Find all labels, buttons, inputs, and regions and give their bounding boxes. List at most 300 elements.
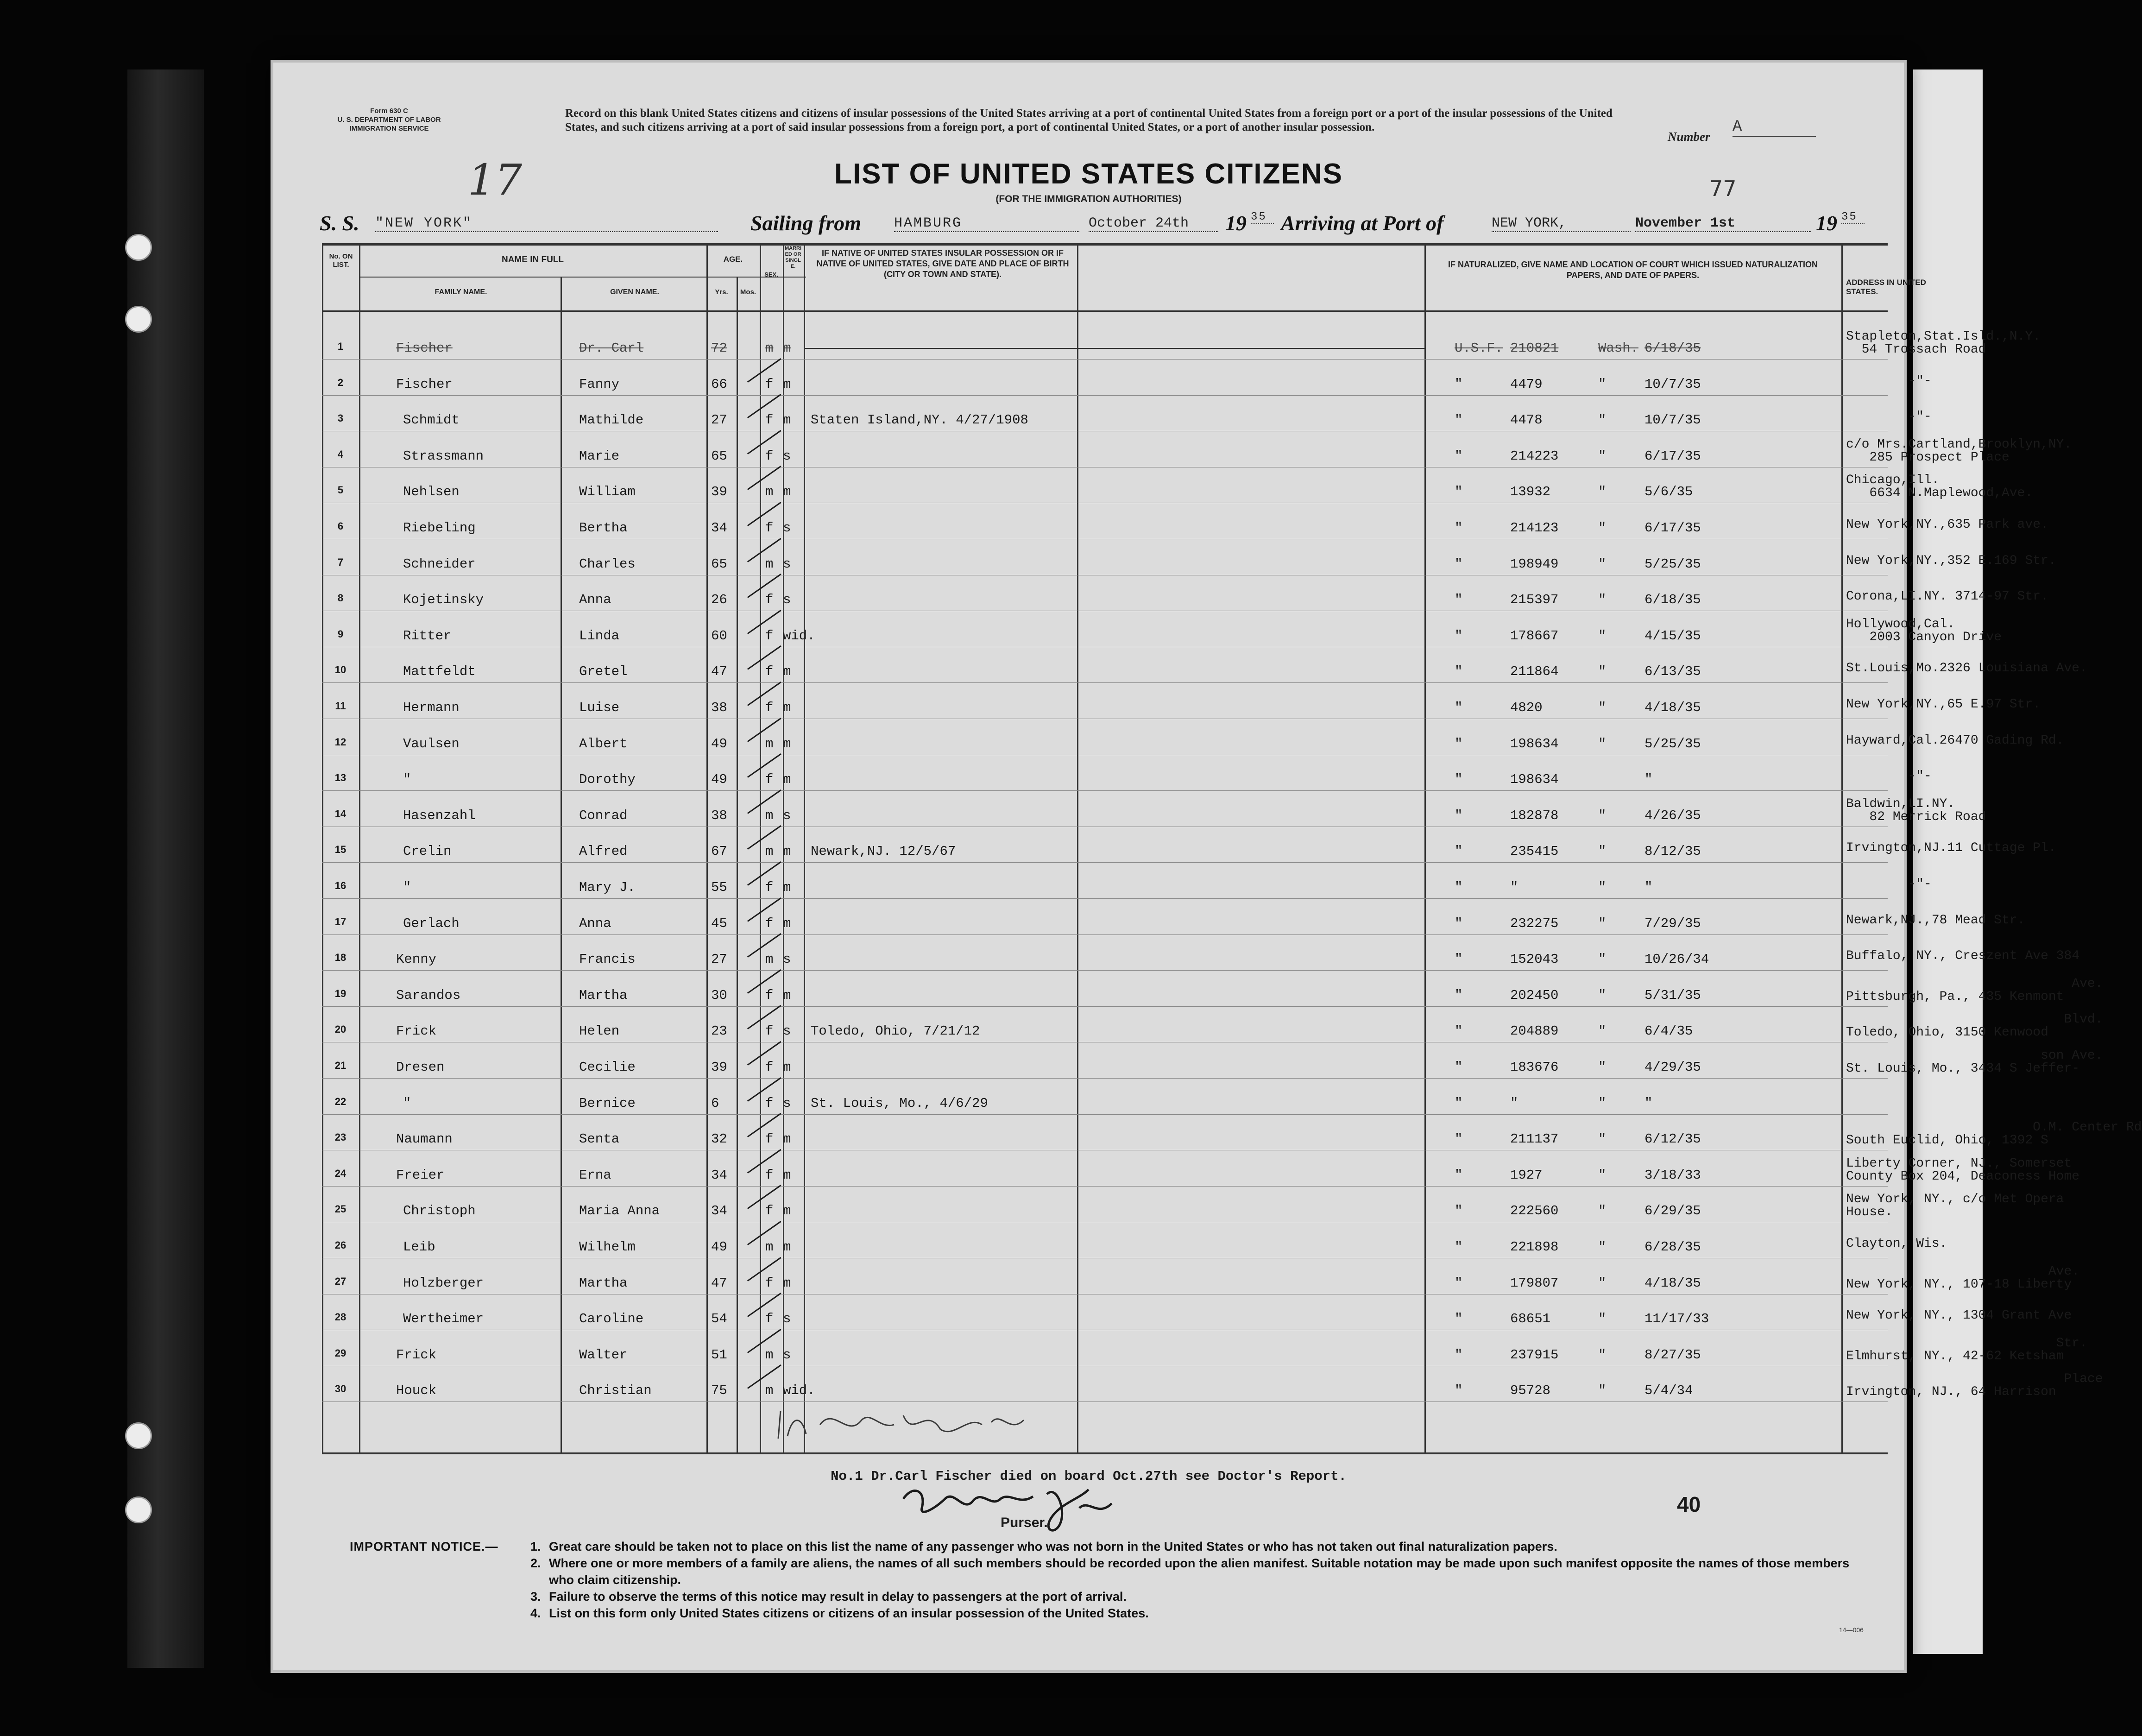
cell-given: Caroline — [579, 1311, 644, 1327]
row-rule — [322, 970, 1888, 971]
cell-family: Naumann — [396, 1131, 453, 1147]
cell-age: 38 — [711, 808, 727, 823]
cell-birth: Toledo, Ohio, 7/21/12 — [811, 1023, 980, 1039]
check-mark — [747, 1149, 781, 1174]
cell-sex: m — [765, 844, 774, 859]
cell-sex: f — [765, 1095, 774, 1111]
cell-family: " — [403, 1095, 411, 1111]
check-mark — [747, 574, 781, 598]
cell-date: 5/31/35 — [1644, 987, 1701, 1003]
cell-address: Clayton, Wis. — [1846, 1237, 1947, 1251]
row-rule — [322, 1078, 1888, 1079]
cell-ms: s — [783, 556, 791, 572]
cell-given: Fanny — [579, 376, 620, 392]
cell-family: Hermann — [403, 700, 460, 715]
cell-cert: 152043 — [1510, 952, 1559, 967]
cell-ms: wid. — [783, 628, 815, 644]
cell-court2: " — [1598, 556, 1606, 572]
cell-ms: s — [783, 448, 791, 464]
cell-date: 6/4/35 — [1644, 1023, 1693, 1039]
cell-court: " — [1455, 376, 1463, 392]
row-number: 16 — [334, 880, 346, 891]
cell-sex: m — [765, 1347, 774, 1363]
cell-address: Place Irvington, NJ., 64 Harrison — [1846, 1372, 2103, 1400]
cell-given: Senta — [579, 1131, 620, 1147]
cell-ms: m — [783, 1239, 791, 1255]
cell-cert: 210821 — [1510, 341, 1559, 356]
cell-court: U.S.F. — [1455, 341, 1503, 356]
cell-sex: m — [765, 484, 774, 500]
year-from: 35 — [1251, 211, 1274, 224]
cell-given: Linda — [579, 628, 620, 644]
cell-family: Hasenzahl — [403, 808, 476, 823]
cell-given: Helen — [579, 1023, 620, 1039]
cell-court: " — [1455, 1311, 1463, 1327]
cell-cert: 232275 — [1510, 915, 1559, 931]
check-mark — [747, 718, 781, 742]
cell-age: 34 — [711, 520, 727, 536]
col-rule — [561, 277, 562, 1453]
cell-address: -"- — [1846, 410, 1932, 424]
row-number: 6 — [337, 520, 344, 532]
binder-hole — [125, 1422, 152, 1449]
col-rule — [804, 243, 805, 1453]
cell-ms: s — [783, 1023, 791, 1039]
cell-address: O.M. Center Rd South Euclid, Ohio, 1392 S — [1846, 1120, 2142, 1148]
cell-date: 6/18/35 — [1644, 592, 1701, 608]
row-rule — [322, 934, 1888, 935]
cell-court2: " — [1598, 412, 1606, 428]
cell-given: Anna — [579, 592, 611, 608]
cell-sex: f — [765, 1060, 774, 1075]
cell-given: Anna — [579, 915, 611, 931]
cell-date: 5/25/35 — [1644, 736, 1701, 751]
header-given-name: GIVEN NAME. — [610, 288, 659, 296]
check-mark — [747, 358, 781, 383]
cell-family: " — [403, 772, 411, 788]
cell-address: New York,NY.,352 E.169 Str. — [1846, 553, 2056, 568]
cell-family: Fischer — [396, 376, 453, 392]
cell-court2: " — [1598, 664, 1606, 680]
row-number: 26 — [334, 1239, 346, 1251]
department-name: U. S. DEPARTMENT OF LABOR — [337, 116, 441, 124]
cell-address: Ave. Pittsburgh, Pa., 435 Kenmont — [1846, 976, 2103, 1004]
check-mark — [747, 897, 781, 922]
notice-item-number: 3. — [530, 1590, 541, 1603]
cell-given: Conrad — [579, 808, 628, 823]
notice-item — [530, 1605, 1874, 1622]
cell-sex: f — [765, 987, 774, 1003]
check-mark — [747, 1221, 781, 1245]
handwritten-mark-77: 77 — [1709, 176, 1737, 201]
row-rule — [322, 682, 1888, 683]
header-sex: SEX. — [764, 271, 778, 278]
row-number: 30 — [334, 1383, 346, 1395]
check-mark — [747, 394, 781, 418]
cell-given: Charles — [579, 556, 636, 572]
row-rule — [322, 1114, 1888, 1115]
notice-list — [530, 1538, 1874, 1622]
cell-sex: f — [765, 772, 774, 788]
cell-age: 49 — [711, 736, 727, 751]
binder-hole — [125, 1496, 152, 1523]
notice-item-number: 1. — [530, 1540, 541, 1553]
port-from: HAMBURG — [894, 215, 1079, 232]
row-number: 20 — [334, 1023, 346, 1035]
cell-date: 7/29/35 — [1644, 915, 1701, 931]
check-mark — [747, 610, 781, 634]
cell-court: " — [1455, 412, 1463, 428]
cell-ms: m — [783, 1060, 791, 1075]
cell-cert: 204889 — [1510, 1023, 1559, 1039]
cell-cert: 214123 — [1510, 520, 1559, 536]
table-top-rule — [322, 243, 1888, 246]
cell-date: 11/17/33 — [1644, 1311, 1709, 1327]
page-number: 40 — [1677, 1492, 1701, 1516]
cell-court: " — [1455, 1060, 1463, 1075]
cell-given: Martha — [579, 987, 628, 1003]
cell-family: Mattfeldt — [403, 664, 476, 680]
cell-sex: m — [765, 808, 774, 823]
cell-court2: " — [1598, 915, 1606, 931]
cell-court: " — [1455, 1023, 1463, 1039]
cell-date: 6/12/35 — [1644, 1131, 1701, 1147]
year-to: 35 — [1841, 211, 1865, 224]
cell-court: " — [1455, 772, 1463, 788]
cell-date: " — [1644, 880, 1653, 895]
cell-sex: m — [765, 341, 774, 356]
cell-date: 4/29/35 — [1644, 1060, 1701, 1075]
cell-address: New York,NY.,65 E.97 Str. — [1846, 697, 2041, 712]
cell-family: Leib — [403, 1239, 435, 1255]
row-number: 27 — [334, 1275, 346, 1287]
row-number: 18 — [334, 952, 346, 964]
notice-item — [530, 1555, 1874, 1588]
cell-sex: f — [765, 520, 774, 536]
service-name: IMMIGRATION SERVICE — [349, 125, 429, 133]
cell-family: Frick — [396, 1347, 437, 1363]
cell-family: Schneider — [403, 556, 476, 572]
cell-date: 8/12/35 — [1644, 844, 1701, 859]
check-mark — [747, 1257, 781, 1281]
cell-court2: " — [1598, 1095, 1606, 1111]
cell-family: Nehlsen — [403, 484, 460, 500]
cell-age: 32 — [711, 1131, 727, 1147]
cell-sex: f — [765, 412, 774, 428]
cell-sex: f — [765, 1023, 774, 1039]
cell-court2: " — [1598, 1131, 1606, 1147]
cell-court: " — [1455, 1095, 1463, 1111]
cell-address: Blvd. Toledo, Ohio, 3150 Kenwood — [1846, 1012, 2103, 1040]
sailing-from-label: Sailing from — [750, 211, 862, 235]
col-rule — [359, 243, 360, 1453]
check-mark — [747, 1041, 781, 1066]
cell-age: 27 — [711, 412, 727, 428]
notice-item-number: 2. — [530, 1556, 541, 1570]
cell-court: " — [1455, 844, 1463, 859]
row-number: 24 — [334, 1167, 346, 1179]
cell-family: Kenny — [396, 952, 437, 967]
row-rule — [322, 1186, 1888, 1187]
cell-court2: " — [1598, 1275, 1606, 1291]
cell-age: 27 — [711, 952, 727, 967]
cell-date: 5/4/34 — [1644, 1383, 1693, 1399]
cell-given: William — [579, 484, 636, 500]
cell-given: Marie — [579, 448, 620, 464]
cell-address: Liberty Corner, NJ., Somerset County Box 204, Deaconess Home — [1846, 1156, 2080, 1184]
row-number: 22 — [334, 1095, 346, 1107]
row-number: 15 — [334, 844, 346, 856]
ship-name: "NEW YORK" — [375, 215, 718, 232]
cell-given: Christian — [579, 1383, 652, 1399]
row-number: 25 — [334, 1203, 346, 1215]
cell-age: 6 — [711, 1095, 719, 1111]
cell-ms: s — [783, 952, 791, 967]
cell-ms: m — [783, 987, 791, 1003]
col-rule — [1077, 243, 1078, 1453]
cell-cert: 1927 — [1510, 1167, 1543, 1183]
cell-given: Bernice — [579, 1095, 636, 1111]
cell-sex: m — [765, 1239, 774, 1255]
cell-ms: m — [783, 844, 791, 859]
cell-ms: m — [783, 1131, 791, 1147]
header-mos: Mos. — [740, 288, 756, 296]
cell-address: Irvington,NJ.11 Cuttage Pl. — [1846, 841, 2056, 856]
cell-court2: " — [1598, 1239, 1606, 1255]
cell-address: New York, NY., c/o Met Opera House. — [1846, 1192, 2064, 1220]
cell-given: Dr. Carl — [579, 341, 644, 356]
row-number: 7 — [337, 556, 344, 568]
cell-cert: 211864 — [1510, 664, 1559, 680]
cell-given: Erna — [579, 1167, 611, 1183]
cell-court: " — [1455, 1203, 1463, 1219]
header-married: MARRIED OR SINGLE. — [784, 246, 802, 269]
cell-sex: m — [765, 952, 774, 967]
cell-address: Buffalo, NY., Creszent Ave 384 — [1846, 949, 2080, 964]
row-number: 19 — [334, 987, 346, 999]
cell-family: Holzberger — [403, 1275, 484, 1291]
cell-court2: " — [1598, 952, 1606, 967]
cell-age: 65 — [711, 556, 727, 572]
check-mark — [747, 1293, 781, 1317]
row-number: 1 — [337, 341, 344, 352]
row-number: 2 — [337, 376, 344, 388]
strike-line — [804, 348, 1424, 349]
cell-court2: " — [1598, 844, 1606, 859]
cell-court: " — [1455, 952, 1463, 967]
cell-age: 34 — [711, 1203, 727, 1219]
cell-age: 30 — [711, 987, 727, 1003]
check-mark — [747, 645, 781, 670]
col-rule — [1841, 243, 1843, 1453]
cell-court2: " — [1598, 1203, 1606, 1219]
check-mark — [747, 430, 781, 455]
cell-address: Chicago,Ill. 6634 N.Maplewood,Ave. — [1846, 473, 2033, 501]
handwritten-mark-17: 17 — [468, 155, 523, 205]
row-rule — [322, 1401, 1888, 1402]
cell-address: Corona,LI.NY. 3714-97 Str. — [1846, 589, 2048, 604]
cell-family: Wertheimer — [403, 1311, 484, 1327]
cell-date: 8/27/35 — [1644, 1347, 1701, 1363]
cell-birth: St. Louis, Mo., 4/6/29 — [811, 1095, 988, 1111]
cell-address: Newark,NJ.,78 Mead Str. — [1846, 913, 2025, 928]
cell-cert: 4479 — [1510, 376, 1543, 392]
cell-address: Ave. New York, NY., 107-18 Liberty — [1846, 1264, 2080, 1292]
cell-ms: m — [783, 376, 791, 392]
cell-address: New York,NY.,635 Park ave. — [1846, 518, 2048, 532]
cell-ms: m — [783, 412, 791, 428]
cell-cert: 198949 — [1510, 556, 1559, 572]
row-number: 8 — [337, 592, 344, 604]
cell-date: 6/29/35 — [1644, 1203, 1701, 1219]
cell-age: 60 — [711, 628, 727, 644]
handwritten-annotation — [774, 1397, 1033, 1457]
cell-family: " — [403, 880, 411, 895]
cell-cert: 211137 — [1510, 1131, 1559, 1147]
number-value: A — [1732, 118, 1816, 137]
cell-ms: s — [783, 1311, 791, 1327]
cell-ms: s — [783, 520, 791, 536]
cell-ms: s — [783, 1347, 791, 1363]
cell-sex: m — [765, 736, 774, 751]
cell-given: Albert — [579, 736, 628, 751]
header-no: No. ON LIST. — [329, 253, 353, 269]
cell-court: " — [1455, 1131, 1463, 1147]
col-rule — [706, 243, 708, 1453]
check-mark — [747, 825, 781, 850]
cell-given: Mathilde — [579, 412, 644, 428]
cell-court2: " — [1598, 1383, 1606, 1399]
cell-family: Schmidt — [403, 412, 460, 428]
cell-ms: m — [783, 341, 791, 356]
voyage-line — [320, 211, 1885, 239]
cell-court: " — [1455, 1383, 1463, 1399]
form-number: Form 630 C — [370, 107, 408, 115]
cell-address: son Ave. St. Louis, Mo., 3434 S Jeffer- — [1846, 1048, 2103, 1076]
check-mark — [747, 753, 781, 778]
adjacent-page-edge — [1913, 69, 1983, 1654]
cell-sex: f — [765, 1311, 774, 1327]
death-note: No.1 Dr.Carl Fischer died on board Oct.27th see Doctor's Report. — [831, 1469, 1347, 1484]
cell-court: " — [1455, 880, 1463, 895]
notice-item-text: List on this form only United States citizens or citizens of an insular possession of the United States. — [549, 1606, 1149, 1620]
cell-sex: f — [765, 628, 774, 644]
row-number: 11 — [335, 700, 346, 712]
check-mark — [747, 933, 781, 958]
cell-age: 39 — [711, 1060, 727, 1075]
check-mark — [747, 1113, 781, 1137]
cell-date: 10/7/35 — [1644, 376, 1701, 392]
cell-age: 66 — [711, 376, 727, 392]
cell-cert: 214223 — [1510, 448, 1559, 464]
row-rule — [322, 395, 1888, 396]
cell-court2: " — [1598, 1060, 1606, 1075]
cell-address: Stapleton,Stat.Isld.,N.Y. 54 Trossach Road — [1846, 329, 2041, 357]
cell-ms: m — [783, 1203, 791, 1219]
cell-ms: wid. — [783, 1383, 815, 1399]
cell-given: Mary J. — [579, 880, 636, 895]
check-mark — [747, 861, 781, 886]
cell-family: Freier — [396, 1167, 445, 1183]
cell-court: " — [1455, 987, 1463, 1003]
cell-age: 54 — [711, 1311, 727, 1327]
check-mark — [747, 682, 781, 706]
binder-hole — [125, 306, 152, 333]
row-number: 4 — [337, 448, 344, 460]
cell-given: Wilhelm — [579, 1239, 636, 1255]
cell-cert: 202450 — [1510, 987, 1559, 1003]
cell-given: Luise — [579, 700, 620, 715]
cell-family: Ritter — [403, 628, 452, 644]
header-rule — [322, 310, 1888, 312]
cell-family: Kojetinsky — [403, 592, 484, 608]
cell-court2: " — [1598, 484, 1606, 500]
cell-address: Str. Elmhurst, NY., 42-62 Ketsham — [1846, 1336, 2087, 1364]
cell-court2: " — [1598, 448, 1606, 464]
row-number: 21 — [334, 1060, 346, 1071]
cell-court: " — [1455, 556, 1463, 572]
cell-ms: s — [783, 592, 791, 608]
header-address: ADDRESS IN UNITED STATES. — [1846, 278, 1926, 296]
cell-sex: f — [765, 1203, 774, 1219]
cell-date: 6/17/35 — [1644, 448, 1701, 464]
cell-given: Cecilie — [579, 1060, 636, 1075]
cell-ms: m — [783, 664, 791, 680]
cell-age: 47 — [711, 1275, 727, 1291]
year-prefix-from: 19 — [1225, 211, 1247, 235]
cell-date: 3/18/33 — [1644, 1167, 1701, 1183]
cell-court: " — [1455, 736, 1463, 751]
check-mark — [747, 502, 781, 526]
row-rule — [322, 1006, 1888, 1007]
notice-item-number: 4. — [530, 1606, 541, 1620]
check-mark — [747, 1185, 781, 1209]
cell-date: " — [1644, 772, 1653, 788]
cell-address: Hayward,Cal.26470 Gading Rd. — [1846, 733, 2064, 748]
row-number: 23 — [334, 1131, 346, 1143]
year-prefix-to: 19 — [1816, 211, 1837, 235]
cell-birth: Staten Island,NY. 4/27/1908 — [811, 412, 1028, 428]
cell-age: 67 — [711, 844, 727, 859]
cell-cert: " — [1510, 1095, 1518, 1111]
number-label: Number — [1668, 130, 1710, 144]
cell-family: Crelin — [403, 844, 452, 859]
cell-sex: m — [765, 1383, 774, 1399]
notice-item — [530, 1538, 1874, 1555]
cell-cert: 179807 — [1510, 1275, 1559, 1291]
cell-date: 6/18/35 — [1644, 341, 1701, 356]
cell-date: 10/7/35 — [1644, 412, 1701, 428]
cell-address: -"- — [1846, 877, 1932, 891]
cell-date: 6/17/35 — [1644, 520, 1701, 536]
cell-court: " — [1455, 700, 1463, 715]
binder-hole — [125, 234, 152, 261]
check-mark — [747, 969, 781, 994]
cell-court2: " — [1598, 1311, 1606, 1327]
cell-sex: f — [765, 448, 774, 464]
cell-sex: f — [765, 664, 774, 680]
row-number: 9 — [337, 628, 344, 640]
cell-given: Maria Anna — [579, 1203, 660, 1219]
table-bottom-rule — [322, 1452, 1888, 1454]
cell-family: Riebeling — [403, 520, 476, 536]
form-code: 14—006 — [1839, 1626, 1864, 1634]
cell-age: 39 — [711, 484, 727, 500]
cell-date: 4/18/35 — [1644, 1275, 1701, 1291]
cell-family: Dresen — [396, 1060, 445, 1075]
cell-address: -"- — [1846, 373, 1932, 388]
cell-court2: " — [1598, 376, 1606, 392]
